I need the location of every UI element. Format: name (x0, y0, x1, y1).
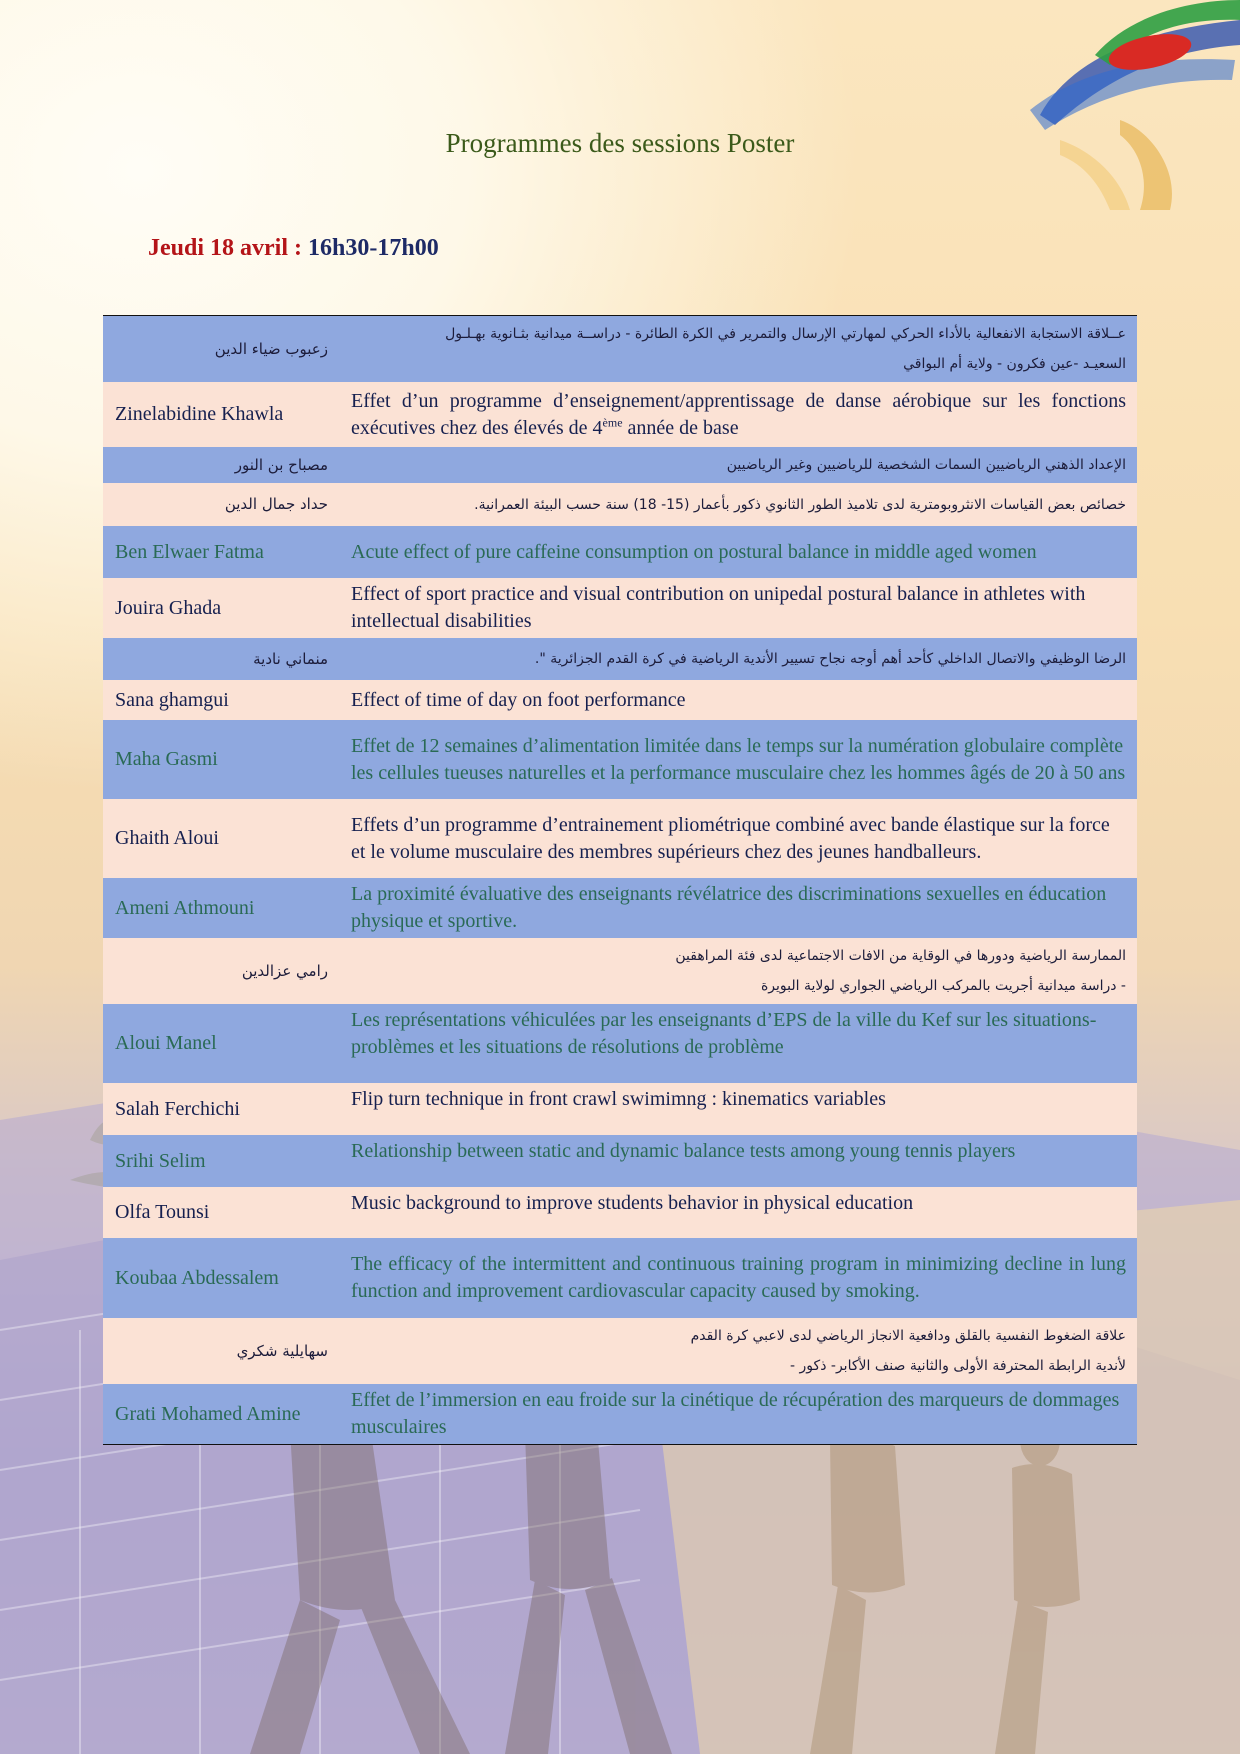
poster-title: Acute effect of pure caffeine consumption on postural balance in middle aged women (339, 526, 1137, 578)
author-name: Ameni Athmouni (103, 878, 339, 938)
poster-schedule-table (103, 315, 1137, 1445)
table-row (103, 1318, 1137, 1384)
author-name: Aloui Manel (103, 1004, 339, 1083)
poster-title (339, 1318, 1137, 1384)
poster-title-text: Effet d’un programme d’enseignement/apprentissage de danse aérobique sur les fonctions exécutives chez des élevés de 4 (351, 389, 1126, 439)
poster-title-line: الإعداد الذهني الرياضيين السمات الشخصية للرياضيين وغير الرياضيين (726, 457, 1126, 473)
poster-title: Effect of time of day on foot performance (339, 680, 1137, 720)
author-name: سهايلية شكري (103, 1318, 339, 1384)
author-name: Olfa Tounsi (103, 1187, 339, 1238)
author-name: رامي عزالدين (103, 938, 339, 1004)
poster-title-line: عــلاقة الاستجابة الانفعالية بالأداء الحركي لمهارتي الإرسال والتمرير في الكرة الطائرة - دراســة ميدانية بثـانوية بهـلـول (445, 326, 1126, 342)
poster-title (339, 483, 1137, 526)
author-name: Srihi Selim (103, 1135, 339, 1187)
table-row (103, 1135, 1137, 1187)
table-row (103, 938, 1137, 1004)
poster-title: Flip turn technique in front crawl swimimng : kinematics variables (339, 1083, 1137, 1135)
poster-title: Les représentations véhiculées par les enseignants d’EPS de la ville du Kef sur les situations-problèmes et les situations de résolutions de problème (339, 1004, 1137, 1083)
author-name: Grati Mohamed Amine (103, 1384, 339, 1445)
author-name: Jouira Ghada (103, 578, 339, 638)
table-row (103, 638, 1137, 680)
author-name: Salah Ferchichi (103, 1083, 339, 1135)
poster-title-line: - دراسة ميدانية أجريت بالمركب الرياضي الجواري لولاية البويرة (760, 978, 1126, 994)
table-row (103, 382, 1137, 447)
session-heading (148, 235, 439, 262)
table-row (103, 1083, 1137, 1135)
poster-title-line: لأندية الرابطة المحترفة الأولى والثانية صنف الأكابر- ذكور - (790, 1358, 1126, 1374)
poster-title-line: علاقة الضغوط النفسية بالقلق ودافعية الانجاز الرياضي لدى لاعبي كرة القدم (690, 1328, 1126, 1344)
poster-title-line: الممارسة الرياضية ودورها في الوقاية من الافات الاجتماعية لدى فئة المراهقين (675, 948, 1126, 964)
poster-title: Effet de 12 semaines d’alimentation limitée dans le temps sur la numération globulaire complète les cellules tueuses naturelles et la performance musculaire chez les hommes âgés de 20 à 50 ans (339, 720, 1137, 799)
table-row (103, 680, 1137, 720)
poster-title: The efficacy of the intermittent and continuous training program in minimizing decline in lung function and improvement cardiovascular capacity caused by smoking. (339, 1238, 1137, 1318)
poster-title (339, 316, 1137, 383)
table-row (103, 578, 1137, 638)
poster-title (339, 638, 1137, 680)
poster-title: Music background to improve students behavior in physical education (339, 1187, 1137, 1238)
author-name: حداد جمال الدين (103, 483, 339, 526)
poster-title: Relationship between static and dynamic balance tests among young tennis players (339, 1135, 1137, 1187)
poster-title: Effets d’un programme d’entrainement pliométrique combiné avec bande élastique sur la force et le volume musculaire des membres supérieurs chez des jeunes handballeurs. (339, 799, 1137, 878)
author-name: منماني نادية (103, 638, 339, 680)
poster-title-text-end: année de base (622, 416, 739, 439)
table-row (103, 447, 1137, 483)
table-row (103, 878, 1137, 938)
author-name: Ghaith Aloui (103, 799, 339, 878)
table-row (103, 316, 1137, 383)
superscript: ème (602, 414, 623, 429)
page-title: Programmes des sessions Poster (445, 128, 795, 158)
poster-title-line: خصائص بعض القياسات الانثروبومترية لدى تلاميذ الطور الثانوي ذكور بأعمار (15- 18) سنة حسب البيئة العمرانية. (474, 496, 1126, 513)
poster-title-line: السعيـد -عين فكرون - ولاية أم البواقي (903, 356, 1126, 372)
poster-title: Effect of sport practice and visual contribution on unipedal postural balance in athletes with intellectual disabilities (339, 578, 1137, 638)
table-row (103, 1004, 1137, 1083)
author-name: مصباح بن النور (103, 447, 339, 483)
author-name: Sana ghamgui (103, 680, 339, 720)
poster-title-line: الرضا الوظيفي والاتصال الداخلي كأحد أهم أوجه نجاح تسيير الأندية الرياضية في كرة القدم الجزائرية ". (534, 651, 1126, 667)
event-logo (1000, 0, 1240, 210)
session-time: 16h30-17h00 (308, 235, 439, 261)
table-row (103, 1384, 1137, 1445)
poster-title (339, 938, 1137, 1004)
author-name: Maha Gasmi (103, 720, 339, 799)
table-row (103, 799, 1137, 878)
table-row (103, 1187, 1137, 1238)
author-name: زعبوب ضياء الدين (103, 316, 339, 383)
author-name: Ben Elwaer Fatma (103, 526, 339, 578)
poster-title (339, 447, 1137, 483)
author-name: Koubaa Abdessalem (103, 1238, 339, 1318)
poster-title (339, 382, 1137, 447)
table-row (103, 526, 1137, 578)
poster-title: Effet de l’immersion en eau froide sur la cinétique de récupération des marqueurs de dommages musculaires (339, 1384, 1137, 1445)
poster-title: La proximité évaluative des enseignants révélatrice des discriminations sexuelles en éducation physique et sportive. (339, 878, 1137, 938)
table-row (103, 720, 1137, 799)
session-date: Jeudi 18 avril : (148, 235, 302, 261)
author-name: Zinelabidine Khawla (103, 382, 339, 447)
table-row (103, 483, 1137, 526)
table-row (103, 1238, 1137, 1318)
